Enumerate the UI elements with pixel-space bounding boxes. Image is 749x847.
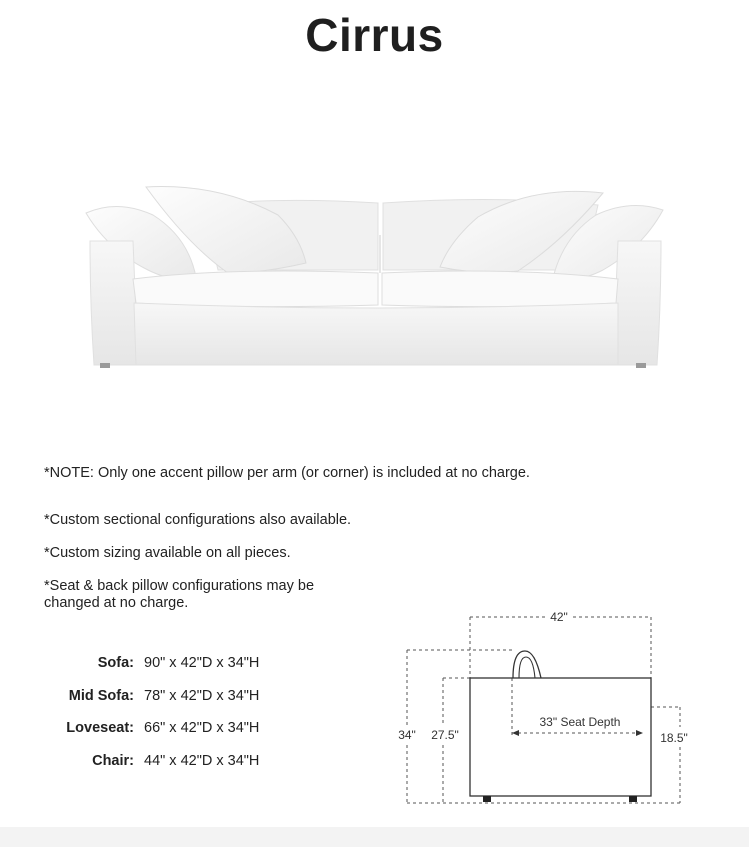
spec-value: 66" x 42"D x 34"H [144,720,260,736]
spec-label: Mid Sofa: [68,688,134,704]
spec-value: 44" x 42"D x 34"H [144,753,260,769]
note-accent-pillow: *NOTE: Only one accent pillow per arm (or corner) is included at no charge. [44,465,530,481]
seat-depth-label: 33" Seat Depth [539,715,621,729]
spec-row-sofa [40,655,340,671]
footer-band [0,827,749,847]
seat-height-label: 18.5" [660,731,688,745]
note-custom-sizing: *Custom sizing available on all pieces. [44,545,291,561]
note-custom-sectional: *Custom sectional configurations also available. [44,512,352,528]
spec-label: Sofa: [97,655,134,671]
arm-height-label: 27.5" [431,728,459,742]
spec-label: Loveseat: [66,720,134,736]
spec-row-mid-sofa [40,688,340,704]
spec-row-loveseat [40,720,340,736]
sofa-image [78,175,673,375]
depth-label: 42" [550,610,568,624]
product-title: Cirrus [305,9,444,61]
spec-row-chair [40,753,340,769]
note-pillow-config-cont: changed at no charge. [44,595,189,611]
note-pillow-config: *Seat & back pillow configurations may be [44,578,315,594]
spec-value: 78" x 42"D x 34"H [144,688,260,704]
overall-height-label: 34" [398,728,416,742]
spec-label: Chair: [92,753,134,769]
spec-value: 90" x 42"D x 34"H [144,655,260,671]
dimension-diagram [395,605,695,810]
